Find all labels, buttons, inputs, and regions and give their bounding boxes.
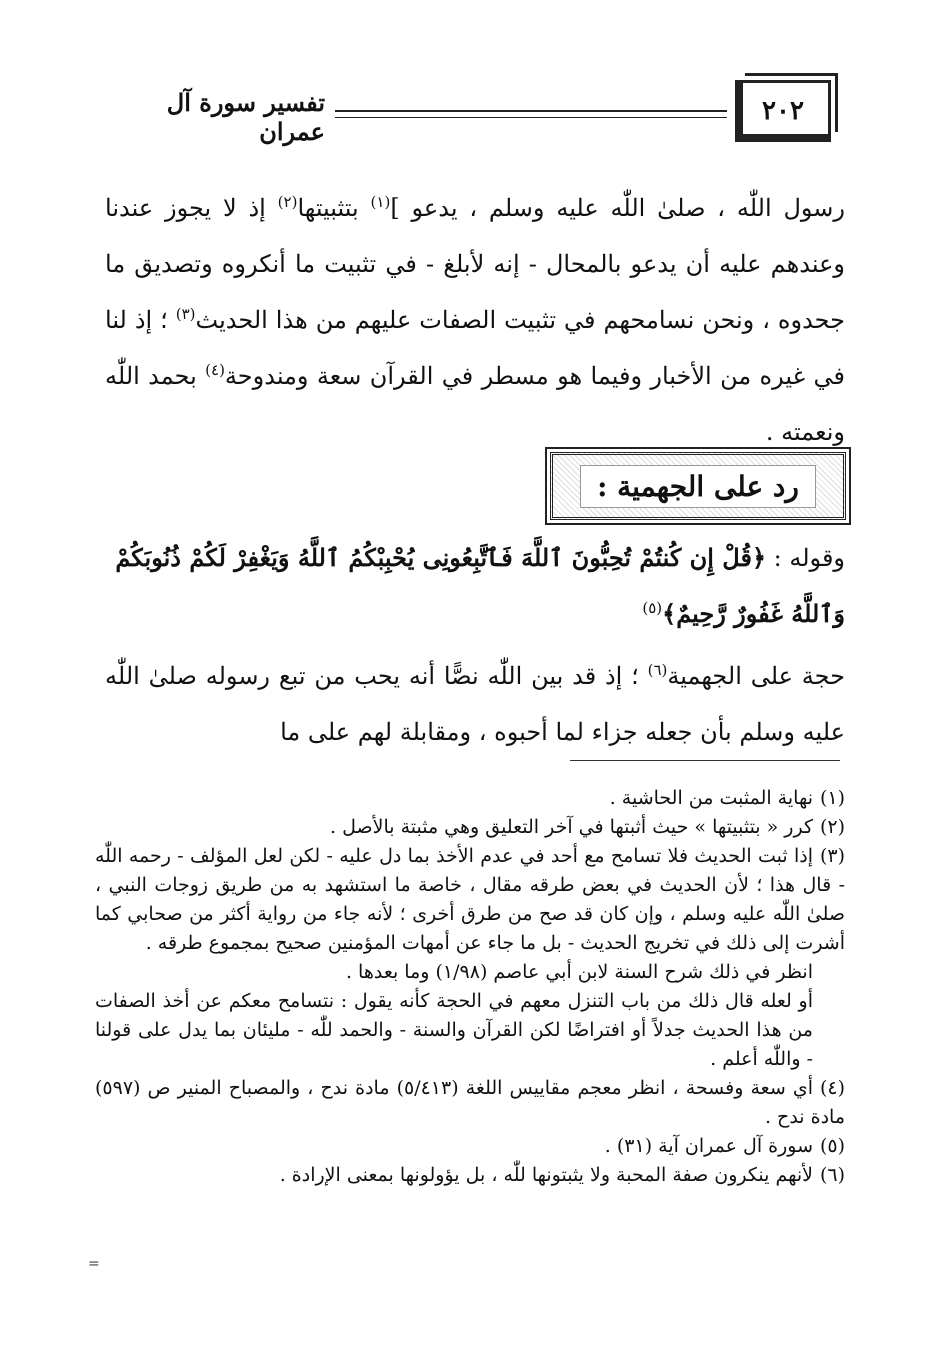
quran-verse-block [100,530,845,642]
second-paragraph [105,648,845,760]
text-run: ؛ إذ لنا في غيره من الأخبار وفيما هو مسطر في القرآن سعة ومندوحة [105,306,845,390]
footnote-ref: (٢) [277,193,298,211]
footnote-5: (٥)سورة آل عمران آية (٣١) . [604,1135,845,1157]
margin-mark: = [88,1256,100,1272]
footnote-4: (٤)أي سعة وفسحة ، انظر معجم مقاييس اللغة (٥/٤١٣) مادة ندح ، والمصباح المنير ص (٥٩٧) مادة ندح . [95,1077,845,1128]
footnote-ref: (٦) [647,661,668,679]
running-title: تفسير سورة آل عمران [166,88,325,146]
footnote-1: (١)نهاية المثبت من الحاشية . [609,787,845,809]
footnote-separator [570,760,840,761]
text-run: رسول اللّٰه ، صلىٰ اللّٰه عليه وسلم ، يدعو ] [390,194,846,222]
section-heading: رد على الجهمية : [580,465,816,508]
footnote-ref: (٣) [175,305,196,323]
footnotes [95,784,845,1190]
main-paragraph [105,180,845,460]
footnote-ref: (٥) [642,599,663,617]
footnote-2: (٢)كرر « بتثبيتها » حيث أثبتها في آخر التعليق وهي مثبتة بالأصل . [330,816,845,838]
footnote-3-note: أو لعله قال ذلك من باب التنزل معهم في الحجة كأنه يقول : نتسامح معكم عن أخذ الصفات من هذا الحديث جدلاً أو افتراضًا لكن القرآن والسنة - والحمد للّٰه - مليئان بما يدل على قولنا - واللّٰه أعلم . [95,990,813,1070]
footnote-3-reference: انظر في ذلك شرح السنة لابن أبي عاصم (١/٩٨) وما بعدها . [345,961,813,983]
header-rule [335,110,727,118]
verse-intro: وقوله : [766,544,845,572]
page-number-box [735,80,831,142]
quran-verse: ﴿قُلْ إِن كُنتُمْ تُحِبُّونَ ٱللَّهَ فَٱتَّبِعُونِى يُحْبِبْكُمُ ٱللَّهُ وَيَغْفِرْ لَكُمْ ذُنُوبَكُمْ وَٱللَّهُ غَفُورٌ رَّحِيمٌ﴾ [115,543,845,628]
text-run: ؛ إذ قد بين اللّٰه نصًّا أنه يحب من تبع رسوله صلىٰ اللّٰه عليه وسلم بأن جعله جزاء لما أحبوه ، ومقابلة لهم على ما [105,662,845,746]
text-run: بتثبيتها [297,194,371,222]
text-run: بحمد اللّٰه ونعمته . [105,362,845,446]
footnote-6: (٦)لأنهم ينكرون صفة المحبة ولا يثبتونها للّٰه ، بل يؤولونها بمعنى الإرادة . [279,1164,845,1186]
footnote-ref: (١) [370,193,391,211]
page-number: ٢٠٢ [762,96,804,126]
text-run: حجة على الجهمية [667,662,845,690]
section-heading-box [550,452,846,520]
footnote-ref: (٤) [205,361,225,379]
footnote-3: (٣)إذا ثبت الحديث فلا تسامح مع أحد في عدم الأخذ بما دل عليه - لكن لعل المؤلف - رحمه اللّٰه - قال هذا ؛ لأن الحديث في بعض طرقه مقال ، خاصة ما استشهد به من طريق زوجات النبي ، صلىٰ اللّٰه عليه وسلم ، وإن كان قد صح من طرق أخرى ؛ لأنه جاء من رواية أكثر من صحابي كما أشرت إلى ذلك في تخريج الحديث - بل ما جاء عن أمهات المؤمنين صحيح بمجموع طرقه . [95,845,845,954]
text-run: إذ لا يجوز عندنا وعندهم عليه أن يدعو بالمحال - إنه لأبلغ - في تثبيت ما أنكروه وتصديق ما جحدوه ، ونحن نسامحهم في تثبيت الصفات عليهم من هذا الحديث [105,194,845,334]
